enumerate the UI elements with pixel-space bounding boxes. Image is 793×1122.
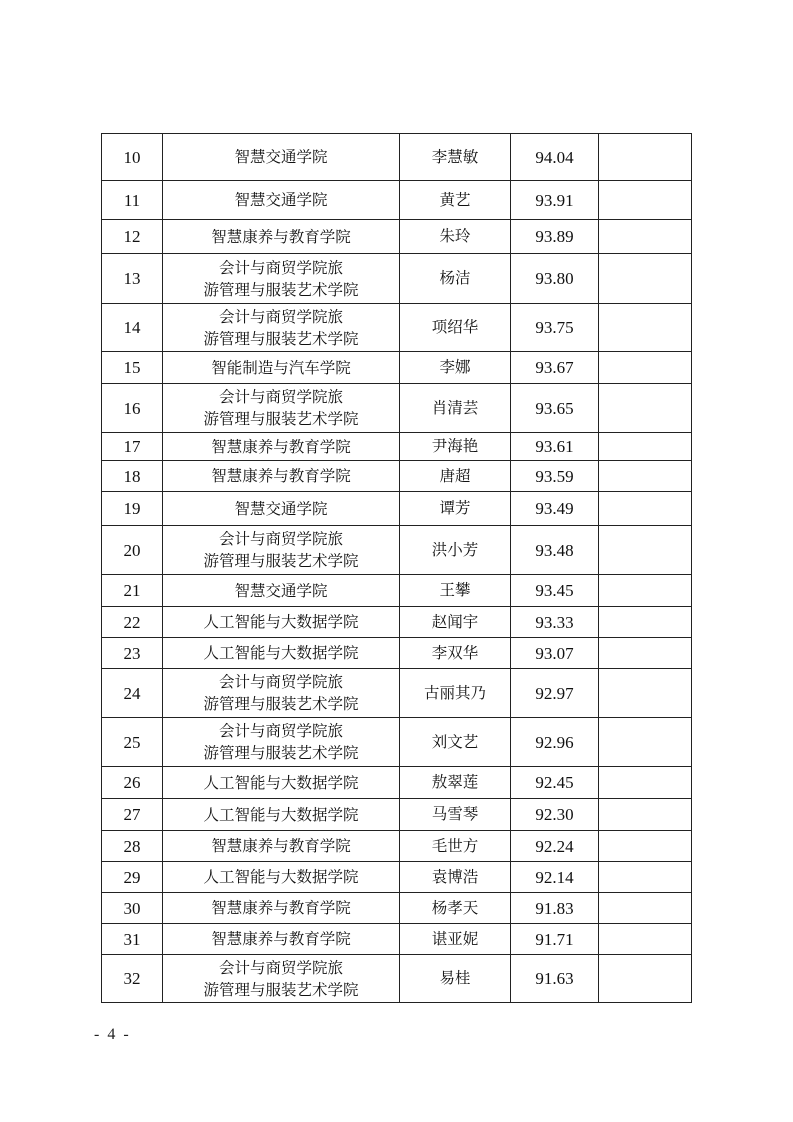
college-name-line: 智慧交通学院 [234, 148, 328, 166]
note-cell [599, 220, 692, 254]
college-name-line: 智慧康养与教育学院 [211, 930, 351, 948]
college-name-line: 智慧康养与教育学院 [211, 227, 351, 246]
note-cell [599, 492, 692, 526]
college-cell [163, 461, 400, 492]
row-number: 27 [102, 799, 163, 831]
college-name-line: 人工智能与大数据学院 [203, 868, 359, 886]
note-cell [599, 638, 692, 669]
row-number: 16 [102, 384, 163, 433]
person-name: 毛世方 [400, 831, 511, 862]
college-name-line: 游管理与服装艺术学院 [203, 410, 359, 428]
college-name-line: 智慧康养与教育学院 [211, 437, 351, 456]
table-row [102, 134, 692, 181]
person-name: 敖翠莲 [400, 767, 511, 799]
row-number: 18 [102, 461, 163, 492]
score-value: 93.07 [511, 638, 599, 669]
score-value: 93.49 [511, 492, 599, 526]
college-cell [163, 718, 400, 767]
table-body [102, 134, 692, 1003]
table-row [102, 767, 692, 799]
person-name: 李慧敏 [400, 134, 511, 181]
person-name: 李双华 [400, 638, 511, 669]
college-name-line: 会计与商贸学院旅 [218, 388, 343, 406]
person-name: 谭芳 [400, 492, 511, 526]
college-name-line: 人工智能与大数据学院 [203, 805, 359, 824]
college-cell [163, 254, 400, 304]
person-name: 王攀 [400, 575, 511, 607]
score-value: 91.83 [511, 893, 599, 924]
person-name: 袁博浩 [400, 862, 511, 893]
score-value: 93.33 [511, 607, 599, 638]
college-name-line: 智慧康养与教育学院 [211, 467, 351, 485]
note-cell [599, 526, 692, 575]
table-row [102, 461, 692, 492]
row-number: 14 [102, 304, 163, 352]
note-cell [599, 575, 692, 607]
person-name: 马雪琴 [400, 799, 511, 831]
score-value: 93.91 [511, 181, 599, 220]
note-cell [599, 718, 692, 767]
college-cell [163, 955, 400, 1003]
table-row [102, 492, 692, 526]
row-number: 11 [102, 181, 163, 220]
college-cell [163, 924, 400, 955]
page-number: - 4 - [94, 1026, 131, 1043]
row-number: 13 [102, 254, 163, 304]
note-cell [599, 799, 692, 831]
row-number: 26 [102, 767, 163, 799]
score-value: 93.89 [511, 220, 599, 254]
note-cell [599, 607, 692, 638]
person-name: 朱玲 [400, 220, 511, 254]
person-name: 黄艺 [400, 181, 511, 220]
score-value: 91.71 [511, 924, 599, 955]
person-name: 刘文艺 [400, 718, 511, 767]
score-value: 92.97 [511, 669, 599, 718]
note-cell [599, 384, 692, 433]
college-name-line: 游管理与服装艺术学院 [203, 744, 359, 762]
row-number: 12 [102, 220, 163, 254]
college-cell [163, 607, 400, 638]
note-cell [599, 461, 692, 492]
college-cell [163, 669, 400, 718]
college-name-line: 会计与商贸学院旅 [218, 958, 343, 977]
college-cell [163, 384, 400, 433]
college-name-line: 智能制造与汽车学院 [211, 358, 351, 377]
college-cell [163, 799, 400, 831]
row-number: 20 [102, 526, 163, 575]
college-name-line: 会计与商贸学院旅 [218, 530, 343, 548]
score-value: 94.04 [511, 134, 599, 181]
college-name-line: 智慧康养与教育学院 [211, 899, 351, 917]
college-name-line: 会计与商贸学院旅 [218, 673, 343, 691]
table-row [102, 575, 692, 607]
college-name-line: 游管理与服装艺术学院 [203, 280, 359, 299]
row-number: 19 [102, 492, 163, 526]
score-value: 91.63 [511, 955, 599, 1003]
note-cell [599, 304, 692, 352]
note-cell [599, 254, 692, 304]
college-name-line: 智慧交通学院 [234, 191, 328, 209]
score-value: 92.30 [511, 799, 599, 831]
college-cell [163, 526, 400, 575]
college-cell [163, 134, 400, 181]
college-name-line: 智慧交通学院 [234, 499, 328, 518]
table-row [102, 718, 692, 767]
college-name-line: 智慧交通学院 [234, 581, 328, 600]
college-cell [163, 638, 400, 669]
college-cell [163, 767, 400, 799]
row-number: 29 [102, 862, 163, 893]
table-row [102, 669, 692, 718]
note-cell [599, 352, 692, 384]
person-name: 谌亚妮 [400, 924, 511, 955]
college-cell [163, 831, 400, 862]
row-number: 17 [102, 433, 163, 461]
college-cell [163, 352, 400, 384]
row-number: 10 [102, 134, 163, 181]
college-cell [163, 893, 400, 924]
college-name-line: 人工智能与大数据学院 [203, 644, 359, 662]
table-row [102, 799, 692, 831]
row-number: 28 [102, 831, 163, 862]
note-cell [599, 669, 692, 718]
table-row [102, 955, 692, 1003]
college-cell [163, 492, 400, 526]
person-name: 古丽其乃 [400, 669, 511, 718]
row-number: 15 [102, 352, 163, 384]
note-cell [599, 955, 692, 1003]
row-number: 31 [102, 924, 163, 955]
person-name: 易桂 [400, 955, 511, 1003]
table-row [102, 220, 692, 254]
row-number: 32 [102, 955, 163, 1003]
college-name-line: 会计与商贸学院旅 [218, 722, 343, 740]
score-value: 93.80 [511, 254, 599, 304]
college-cell [163, 220, 400, 254]
person-name: 项绍华 [400, 304, 511, 352]
score-value: 93.65 [511, 384, 599, 433]
table-row [102, 433, 692, 461]
note-cell [599, 924, 692, 955]
score-value: 93.75 [511, 304, 599, 352]
note-cell [599, 831, 692, 862]
table-row [102, 924, 692, 955]
table-row [102, 607, 692, 638]
table-row [102, 304, 692, 352]
person-name: 肖清芸 [400, 384, 511, 433]
row-number: 22 [102, 607, 163, 638]
note-cell [599, 433, 692, 461]
college-cell [163, 575, 400, 607]
college-cell [163, 181, 400, 220]
college-cell [163, 304, 400, 352]
score-value: 92.14 [511, 862, 599, 893]
row-number: 24 [102, 669, 163, 718]
person-name: 杨洁 [400, 254, 511, 304]
score-value: 93.48 [511, 526, 599, 575]
person-name: 洪小芳 [400, 526, 511, 575]
college-cell [163, 433, 400, 461]
score-value: 93.67 [511, 352, 599, 384]
table-row [102, 254, 692, 304]
table-row [102, 352, 692, 384]
person-name: 唐超 [400, 461, 511, 492]
row-number: 30 [102, 893, 163, 924]
note-cell [599, 134, 692, 181]
table-row [102, 181, 692, 220]
college-name-line: 游管理与服装艺术学院 [203, 695, 359, 713]
college-name-line: 游管理与服装艺术学院 [203, 980, 359, 999]
table-row [102, 893, 692, 924]
note-cell [599, 181, 692, 220]
table-row [102, 862, 692, 893]
score-table [101, 133, 692, 1003]
person-name: 杨孝天 [400, 893, 511, 924]
score-value: 93.59 [511, 461, 599, 492]
college-name-line: 智慧康养与教育学院 [211, 837, 351, 855]
note-cell [599, 893, 692, 924]
table-row [102, 526, 692, 575]
table-row [102, 638, 692, 669]
person-name: 赵闻宇 [400, 607, 511, 638]
row-number: 21 [102, 575, 163, 607]
person-name: 李娜 [400, 352, 511, 384]
college-name-line: 人工智能与大数据学院 [203, 773, 359, 792]
person-name: 尹海艳 [400, 433, 511, 461]
college-name-line: 会计与商贸学院旅 [218, 258, 343, 277]
table-row [102, 831, 692, 862]
college-name-line: 游管理与服装艺术学院 [203, 552, 359, 570]
college-name-line: 会计与商贸学院旅 [218, 307, 343, 326]
row-number: 25 [102, 718, 163, 767]
score-value: 93.45 [511, 575, 599, 607]
score-value: 92.45 [511, 767, 599, 799]
score-value: 92.96 [511, 718, 599, 767]
score-value: 92.24 [511, 831, 599, 862]
score-value: 93.61 [511, 433, 599, 461]
note-cell [599, 862, 692, 893]
note-cell [599, 767, 692, 799]
row-number: 23 [102, 638, 163, 669]
college-name-line: 人工智能与大数据学院 [203, 613, 359, 631]
college-name-line: 游管理与服装艺术学院 [203, 329, 359, 348]
college-cell [163, 862, 400, 893]
table-row [102, 384, 692, 433]
